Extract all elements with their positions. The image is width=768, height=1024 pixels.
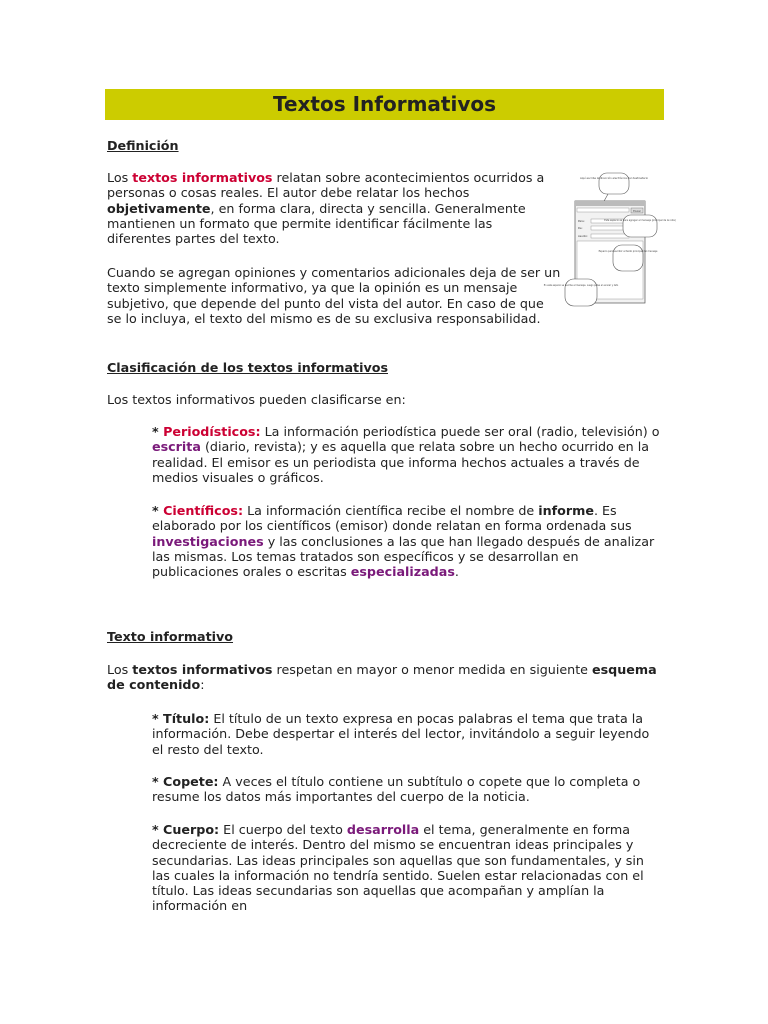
bold-esquema-de-contenido: esquema de contenido [107,662,657,693]
text-segment: La información científica recibe el nombre de [243,503,539,518]
text-segment: La información periodística puede ser oral (radio, televisión) o [260,424,660,439]
text-segment: relatan sobre acontecimientos ocurridos a personas o cosas reales. El autor debe relatar los hechos [107,170,545,201]
item-titulo [152,711,662,757]
page-title: Textos Informativos [272,92,497,116]
text-segment: el tema, generalmente en forma decreciente de interés. Dentro del mismo se encuentran ideas principales y secundarias. Las ideas principales son aquellas que son fundamentales, y sin las cuales la información no tendría sentido. Suelen estar relacionadas con el título. Las ideas secundarias son aquellas que acompañan y amplían la información en [152,822,644,914]
bold-informe: informe [538,503,594,518]
item-copete [152,774,662,805]
bubble-top-text: Aquí escribe la dirección electrónica del destinatario [579,177,649,180]
heading-definicion: Definición [107,138,179,153]
field-de-label: De: [578,227,583,230]
heading-texto-informativo: Texto informativo [107,629,234,644]
text-segment: y las conclusiones a las que han llegado después de analizar las mismas. Los temas tratados son específicos y se desarrollan en publicaciones orales o escritas [152,533,655,580]
text-segment: : [200,677,205,693]
definicion-paragraph-1 [107,170,557,246]
highlight-textos-informativos: textos informativos [132,170,273,185]
label-periodisticos: Periodísticos: [163,424,261,439]
title-bar [105,89,664,120]
field-asunto-label: Asunto: [578,235,588,238]
item-cientificos [152,503,662,579]
texto-informativo-intro [107,662,662,693]
bubble-mid [613,245,643,271]
item-cuerpo [152,822,662,914]
text-segment: (diario, revista); y es aquella que relata sobre un hecho ocurrido en la realidad. El emisor es un periodista que informa hechos actuales a través de medios visuales o gráficos. [152,439,650,485]
text-segment: El cuerpo del texto [219,822,347,837]
clasificacion-intro: Los textos informativos pueden clasificarse en: [107,392,406,407]
bold-textos-informativos: textos informativos [132,662,273,677]
text-segment: , en forma clara, directa y sencilla. Generalmente mantienen un formato que permite identificar fácilmente las diferentes partes del texto. [107,200,526,247]
heading-clasificacion: Clasificación de los textos informativos [107,360,388,375]
bubble-right-text: Este espacio es para agregar el mensaje (principal de la nota) [604,219,676,222]
bubble-bottom-text: En este espacio se escribe el mensaje. Luego pulsa en enviar y listo [543,284,619,287]
text-segment: . Es elaborado por los científicos (emisor) donde relatan en forma ordenada sus [152,503,632,534]
highlight-escrita: escrita [152,439,201,455]
label-cientificos: Científicos: [163,503,244,518]
text-segment: Los [107,170,133,185]
label-copete: * Copete: [152,774,219,789]
email-form-illustration [543,171,676,308]
label-cuerpo: * Cuerpo: [152,822,220,837]
bullet-star: * [152,424,164,439]
bold-objetivamente: objetivamente [107,200,211,216]
text-segment: A veces el título contiene un subtítulo o copete que lo completa o resume los datos más importantes del cuerpo de la noticia. [152,774,641,805]
label-titulo: * Título: [152,711,210,726]
text-segment: El título de un texto expresa en pocas palabras el tema que trata la información. Debe despertar el interés del lector, invitándolo a seguir leyendo el resto del texto. [152,711,650,757]
definicion-paragraph-2: Cuando se agregan opiniones y comentarios adicionales deja de ser un texto simplemente informativo, ya que la opinión es un mensaje subjetivo, que depende del punto del vista del autor. En caso de que se lo incluya, el texto del mismo es de su exclusiva responsabilidad. [107,265,561,326]
field-para-label: Para: [578,220,585,223]
text-segment: Los [107,662,133,677]
text-segment: respetan en mayor o menor medida en siguiente [272,662,593,677]
bullet-star: * [152,503,164,518]
highlight-desarrolla: desarrolla [346,822,420,837]
text-segment: . [454,564,459,580]
highlight-investigaciones: investigaciones [152,533,264,549]
highlight-especializadas: especializadas [350,564,455,580]
enviar-button-label: Enviar [633,209,641,213]
item-periodisticos [152,424,662,485]
bubble-mid-text: Espacio para escribir el texto principal del mensaje [598,250,658,253]
